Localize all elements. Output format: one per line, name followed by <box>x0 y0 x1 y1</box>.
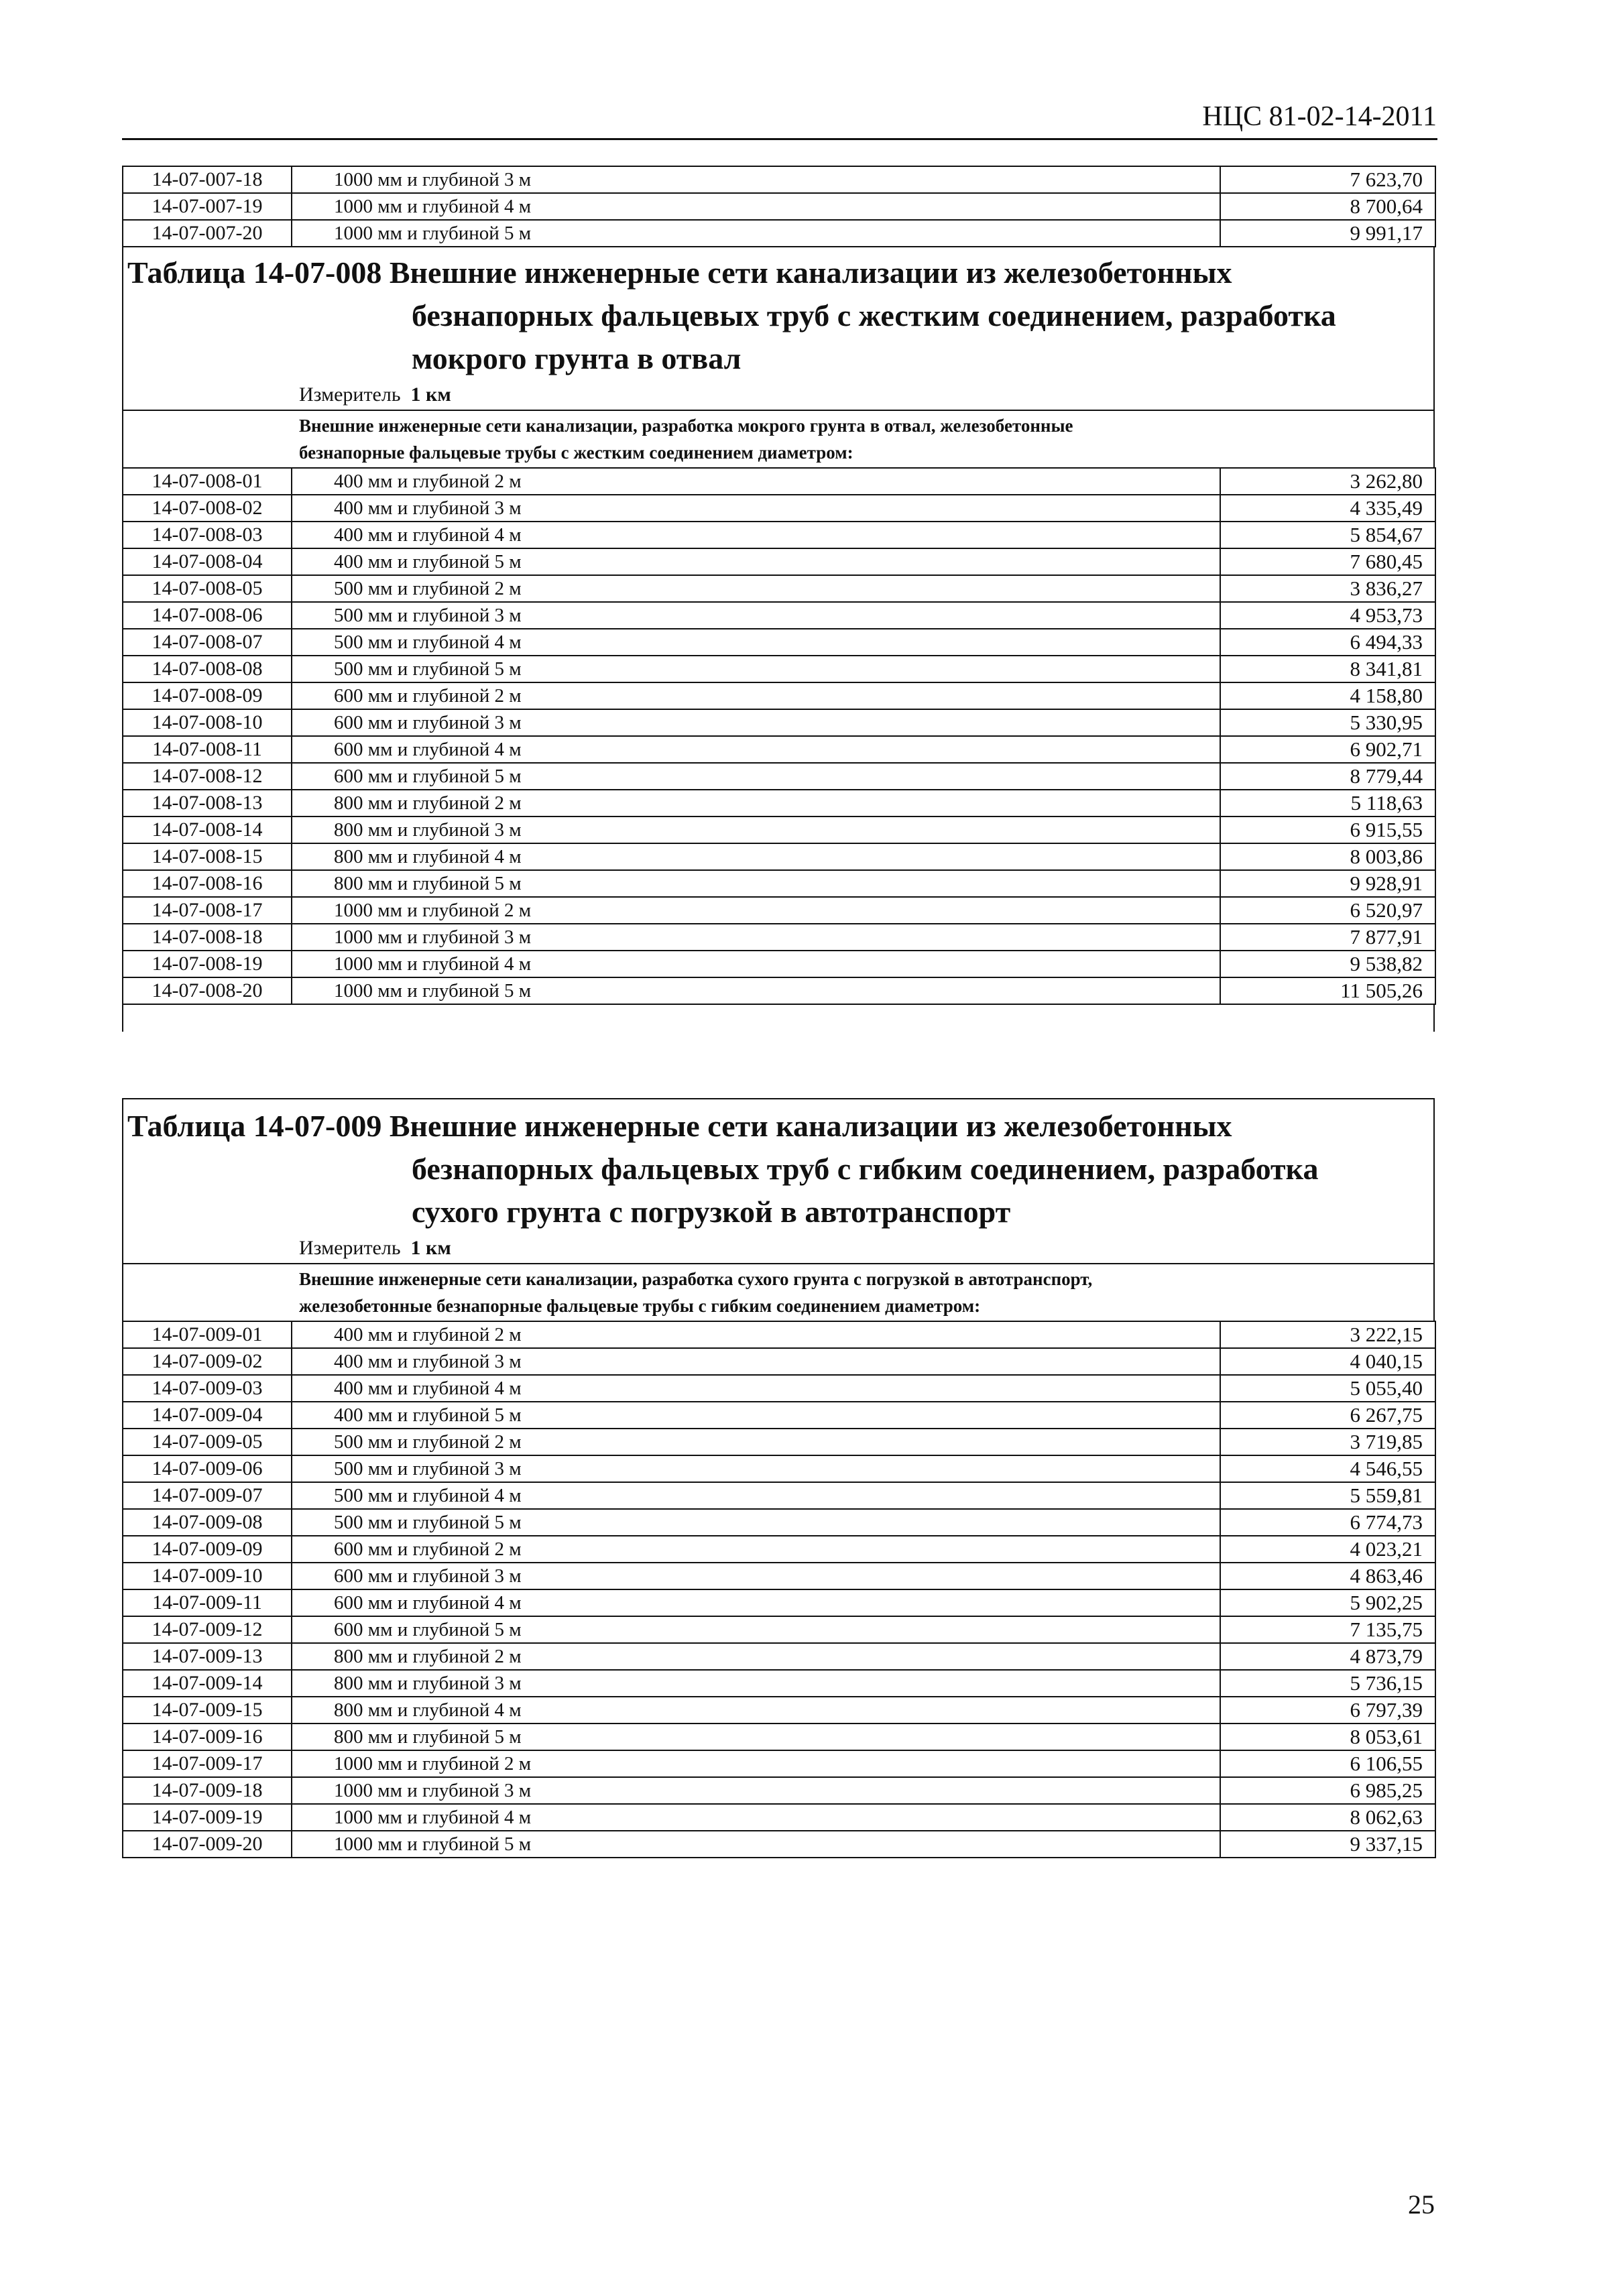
table-row <box>123 763 1435 790</box>
row-price: 7 680,45 <box>1220 548 1435 575</box>
row-code: 14-07-008-03 <box>123 522 292 548</box>
table-row <box>123 951 1435 977</box>
row-price: 4 863,46 <box>1220 1563 1435 1589</box>
row-code: 14-07-009-11 <box>123 1589 292 1616</box>
table-row <box>123 193 1435 220</box>
row-description: 600 мм и глубиной 5 м <box>292 1616 1220 1643</box>
table-009-title-line2: безнапорных фальцевых труб с гибким соединением, разработка <box>412 1152 1319 1186</box>
table-row <box>123 1536 1435 1563</box>
row-code: 14-07-009-05 <box>123 1429 292 1455</box>
table-007-tail <box>122 166 1435 247</box>
row-price: 8 003,86 <box>1220 843 1435 870</box>
table-row <box>123 1563 1435 1589</box>
table-009-intro-line2: железобетонные безнапорные фальцевые трубы с гибким соединением диаметром: <box>299 1296 981 1316</box>
table-row <box>123 522 1435 548</box>
table-009-rows <box>122 1321 1436 1858</box>
row-description: 400 мм и глубиной 2 м <box>292 468 1220 495</box>
table-row <box>123 1724 1435 1750</box>
table-row <box>123 709 1435 736</box>
row-code: 14-07-008-08 <box>123 656 292 682</box>
table-row <box>123 817 1435 843</box>
row-code: 14-07-008-06 <box>123 602 292 629</box>
table-009-title-line3: сухого грунта с погрузкой в автотранспорт <box>412 1195 1011 1229</box>
row-code: 14-07-009-06 <box>123 1455 292 1482</box>
row-code: 14-07-008-20 <box>123 977 292 1004</box>
row-price: 3 836,27 <box>1220 575 1435 602</box>
row-description: 600 мм и глубиной 2 м <box>292 1536 1220 1563</box>
row-description: 500 мм и глубиной 4 м <box>292 1482 1220 1509</box>
row-price: 5 736,15 <box>1220 1670 1435 1697</box>
row-code: 14-07-008-02 <box>123 495 292 522</box>
row-code: 14-07-008-19 <box>123 951 292 977</box>
row-description: 400 мм и глубиной 2 м <box>292 1321 1220 1348</box>
row-price: 6 985,25 <box>1220 1777 1435 1804</box>
row-code: 14-07-007-20 <box>123 220 292 247</box>
table-008-title <box>123 246 1433 380</box>
row-code: 14-07-009-04 <box>123 1402 292 1429</box>
table-row <box>123 870 1435 897</box>
row-description: 1000 мм и глубиной 3 м <box>292 166 1220 193</box>
row-price: 6 494,33 <box>1220 629 1435 656</box>
row-description: 500 мм и глубиной 2 м <box>292 1429 1220 1455</box>
row-price: 4 953,73 <box>1220 602 1435 629</box>
row-description: 600 мм и глубиной 4 м <box>292 736 1220 763</box>
unit-label: Измеритель <box>299 383 401 406</box>
row-price: 6 797,39 <box>1220 1697 1435 1724</box>
table-row <box>123 656 1435 682</box>
table-row <box>123 682 1435 709</box>
row-description: 400 мм и глубиной 3 м <box>292 495 1220 522</box>
document-code: НЦС 81-02-14-2011 <box>1202 101 1437 132</box>
row-code: 14-07-009-09 <box>123 1536 292 1563</box>
row-description: 1000 мм и глубиной 5 м <box>292 1831 1220 1858</box>
row-price: 4 158,80 <box>1220 682 1435 709</box>
row-price: 8 062,63 <box>1220 1804 1435 1831</box>
row-description: 1000 мм и глубиной 5 м <box>292 977 1220 1004</box>
row-price: 5 902,25 <box>1220 1589 1435 1616</box>
row-code: 14-07-009-03 <box>123 1375 292 1402</box>
table-row <box>123 468 1435 495</box>
table-008-rows <box>122 467 1436 1005</box>
row-description: 600 мм и глубиной 2 м <box>292 682 1220 709</box>
table-008-intro <box>123 410 1433 467</box>
table-row <box>123 1589 1435 1616</box>
row-description: 1000 мм и глубиной 3 м <box>292 924 1220 951</box>
row-price: 5 559,81 <box>1220 1482 1435 1509</box>
row-description: 400 мм и глубиной 3 м <box>292 1348 1220 1375</box>
table-009-title-line1: Таблица 14-07-009 Внешние инженерные сети канализации из железобетонных <box>127 1109 1232 1143</box>
row-code: 14-07-009-16 <box>123 1724 292 1750</box>
row-description: 800 мм и глубиной 2 м <box>292 1643 1220 1670</box>
row-code: 14-07-009-17 <box>123 1750 292 1777</box>
row-code: 14-07-008-14 <box>123 817 292 843</box>
row-price: 4 335,49 <box>1220 495 1435 522</box>
row-price: 7 135,75 <box>1220 1616 1435 1643</box>
table-row <box>123 736 1435 763</box>
row-description: 400 мм и глубиной 5 м <box>292 1402 1220 1429</box>
table-008 <box>122 246 1435 1032</box>
row-code: 14-07-008-17 <box>123 897 292 924</box>
row-description: 400 мм и глубиной 5 м <box>292 548 1220 575</box>
row-description: 500 мм и глубиной 4 м <box>292 629 1220 656</box>
unit-value: 1 км <box>410 1237 451 1259</box>
table-row <box>123 1804 1435 1831</box>
unit-value: 1 км <box>410 383 451 406</box>
table-009-title <box>123 1099 1433 1233</box>
row-code: 14-07-009-18 <box>123 1777 292 1804</box>
row-price: 8 341,81 <box>1220 656 1435 682</box>
row-code: 14-07-008-05 <box>123 575 292 602</box>
row-description: 1000 мм и глубиной 4 м <box>292 951 1220 977</box>
row-code: 14-07-008-15 <box>123 843 292 870</box>
row-price: 9 538,82 <box>1220 951 1435 977</box>
row-price: 3 222,15 <box>1220 1321 1435 1348</box>
row-code: 14-07-008-13 <box>123 790 292 817</box>
row-code: 14-07-008-09 <box>123 682 292 709</box>
row-price: 6 520,97 <box>1220 897 1435 924</box>
row-code: 14-07-009-07 <box>123 1482 292 1509</box>
row-code: 14-07-008-01 <box>123 468 292 495</box>
table-009 <box>122 1098 1435 1858</box>
table-row <box>123 1697 1435 1724</box>
table-row <box>123 166 1435 193</box>
row-price: 5 330,95 <box>1220 709 1435 736</box>
row-code: 14-07-008-12 <box>123 763 292 790</box>
table-row <box>123 843 1435 870</box>
row-price: 5 055,40 <box>1220 1375 1435 1402</box>
row-code: 14-07-009-20 <box>123 1831 292 1858</box>
table-009-header <box>122 1098 1435 1321</box>
table-row <box>123 924 1435 951</box>
row-description: 800 мм и глубиной 3 м <box>292 817 1220 843</box>
table-row <box>123 1455 1435 1482</box>
table-008-unit <box>123 380 1433 410</box>
row-code: 14-07-008-11 <box>123 736 292 763</box>
row-price: 6 902,71 <box>1220 736 1435 763</box>
row-price: 6 267,75 <box>1220 1402 1435 1429</box>
row-price: 3 719,85 <box>1220 1429 1435 1455</box>
row-price: 9 928,91 <box>1220 870 1435 897</box>
row-price: 7 623,70 <box>1220 166 1435 193</box>
table-008-intro-line2: безнапорные фальцевые трубы с жестким соединением диаметром: <box>299 442 853 463</box>
table-row <box>123 1321 1435 1348</box>
row-description: 600 мм и глубиной 4 м <box>292 1589 1220 1616</box>
row-code: 14-07-008-07 <box>123 629 292 656</box>
table-gap <box>122 1005 1435 1032</box>
table-row <box>123 1482 1435 1509</box>
row-price: 9 337,15 <box>1220 1831 1435 1858</box>
row-description: 800 мм и глубиной 4 м <box>292 1697 1220 1724</box>
row-code: 14-07-009-15 <box>123 1697 292 1724</box>
row-description: 600 мм и глубиной 3 м <box>292 709 1220 736</box>
row-description: 500 мм и глубиной 5 м <box>292 1509 1220 1536</box>
row-description: 800 мм и глубиной 4 м <box>292 843 1220 870</box>
row-code: 14-07-008-10 <box>123 709 292 736</box>
table-row <box>123 1348 1435 1375</box>
row-price: 4 873,79 <box>1220 1643 1435 1670</box>
table-row <box>123 977 1435 1004</box>
row-price: 4 546,55 <box>1220 1455 1435 1482</box>
table-row <box>123 1375 1435 1402</box>
table-row <box>123 897 1435 924</box>
row-price: 4 040,15 <box>1220 1348 1435 1375</box>
table-row <box>123 1643 1435 1670</box>
row-description: 800 мм и глубиной 2 м <box>292 790 1220 817</box>
row-description: 400 мм и глубиной 4 м <box>292 522 1220 548</box>
table-row <box>123 1402 1435 1429</box>
table-row <box>123 1831 1435 1858</box>
row-price: 5 854,67 <box>1220 522 1435 548</box>
row-description: 1000 мм и глубиной 4 м <box>292 1804 1220 1831</box>
row-code: 14-07-009-19 <box>123 1804 292 1831</box>
row-description: 800 мм и глубиной 3 м <box>292 1670 1220 1697</box>
row-description: 1000 мм и глубиной 4 м <box>292 193 1220 220</box>
row-code: 14-07-009-12 <box>123 1616 292 1643</box>
table-row <box>123 1509 1435 1536</box>
table-row <box>123 495 1435 522</box>
row-description: 800 мм и глубиной 5 м <box>292 1724 1220 1750</box>
table-008-title-line2: безнапорных фальцевых труб с жестким соединением, разработка <box>412 298 1336 333</box>
row-description: 600 мм и глубиной 3 м <box>292 1563 1220 1589</box>
row-description: 400 мм и глубиной 4 м <box>292 1375 1220 1402</box>
row-code: 14-07-008-18 <box>123 924 292 951</box>
table-009-unit <box>123 1233 1433 1263</box>
row-description: 1000 мм и глубиной 2 м <box>292 1750 1220 1777</box>
row-price: 6 915,55 <box>1220 817 1435 843</box>
row-price: 11 505,26 <box>1220 977 1435 1004</box>
table-row <box>123 1777 1435 1804</box>
row-price: 8 053,61 <box>1220 1724 1435 1750</box>
row-description: 800 мм и глубиной 5 м <box>292 870 1220 897</box>
table-008-intro-line1: Внешние инженерные сети канализации, разработка мокрого грунта в отвал, железобетонные <box>299 416 1073 436</box>
row-code: 14-07-009-02 <box>123 1348 292 1375</box>
row-code: 14-07-007-18 <box>123 166 292 193</box>
row-price: 6 774,73 <box>1220 1509 1435 1536</box>
row-price: 6 106,55 <box>1220 1750 1435 1777</box>
table-row <box>123 1670 1435 1697</box>
row-description: 500 мм и глубиной 2 м <box>292 575 1220 602</box>
row-code: 14-07-009-10 <box>123 1563 292 1589</box>
row-code: 14-07-009-13 <box>123 1643 292 1670</box>
row-description: 600 мм и глубиной 5 м <box>292 763 1220 790</box>
table-009-intro-line1: Внешние инженерные сети канализации, разработка сухого грунта с погрузкой в автотранспорт, <box>299 1269 1093 1289</box>
table-008-header <box>122 246 1435 467</box>
row-code: 14-07-008-04 <box>123 548 292 575</box>
table-007-rows <box>122 166 1436 247</box>
row-code: 14-07-009-08 <box>123 1509 292 1536</box>
row-description: 500 мм и глубиной 5 м <box>292 656 1220 682</box>
table-008-title-line1: Таблица 14-07-008 Внешние инженерные сети канализации из железобетонных <box>127 255 1232 290</box>
row-price: 8 700,64 <box>1220 193 1435 220</box>
row-price: 4 023,21 <box>1220 1536 1435 1563</box>
row-description: 1000 мм и глубиной 2 м <box>292 897 1220 924</box>
row-code: 14-07-009-14 <box>123 1670 292 1697</box>
table-row <box>123 1616 1435 1643</box>
table-row <box>123 1750 1435 1777</box>
row-price: 9 991,17 <box>1220 220 1435 247</box>
row-description: 500 мм и глубиной 3 м <box>292 1455 1220 1482</box>
row-description: 1000 мм и глубиной 5 м <box>292 220 1220 247</box>
row-description: 500 мм и глубиной 3 м <box>292 602 1220 629</box>
page-number: 25 <box>1408 2189 1435 2220</box>
table-row <box>123 790 1435 817</box>
row-price: 5 118,63 <box>1220 790 1435 817</box>
row-code: 14-07-008-16 <box>123 870 292 897</box>
unit-label: Измеритель <box>299 1237 401 1259</box>
table-row <box>123 1429 1435 1455</box>
row-price: 8 779,44 <box>1220 763 1435 790</box>
table-row <box>123 220 1435 247</box>
row-code: 14-07-007-19 <box>123 193 292 220</box>
row-price: 3 262,80 <box>1220 468 1435 495</box>
row-price: 7 877,91 <box>1220 924 1435 951</box>
table-row <box>123 629 1435 656</box>
table-row <box>123 548 1435 575</box>
row-description: 1000 мм и глубиной 3 м <box>292 1777 1220 1804</box>
table-009-intro <box>123 1263 1433 1321</box>
header-rule <box>122 138 1437 140</box>
table-008-title-line3: мокрого грунта в отвал <box>412 341 742 375</box>
table-row <box>123 602 1435 629</box>
table-row <box>123 575 1435 602</box>
row-code: 14-07-009-01 <box>123 1321 292 1348</box>
